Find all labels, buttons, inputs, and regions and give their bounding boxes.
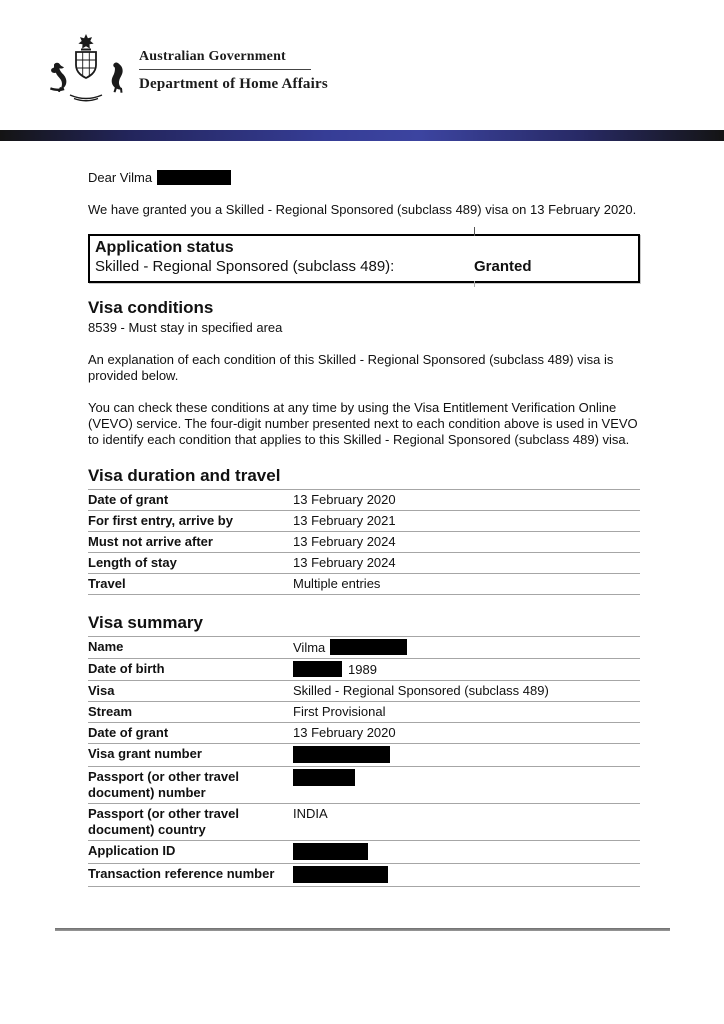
table-row [88,532,640,553]
redacted-text [293,866,388,883]
redacted-text [293,661,342,677]
row-label: Travel [88,576,126,591]
row-label: For first entry, arrive by [88,513,233,528]
value-text: 1989 [348,662,377,677]
row-value [293,661,640,678]
table-row [88,864,640,887]
redacted-text [293,769,355,786]
row-value [293,769,640,801]
table-row [88,744,640,767]
intro-paragraph: We have granted you a Skilled - Regional Sponsored (subclass 489) visa on 13 February 2020. [88,202,637,217]
table-row [88,490,640,511]
greeting-text: Dear Vilma [88,170,153,185]
row-value: 13 February 2024 [293,555,396,570]
row-label: Transaction reference number [88,866,275,881]
row-value: Skilled - Regional Sponsored (subclass 489) [293,683,549,698]
header-text-block [139,33,328,93]
visa-summary-heading: Visa summary [88,613,203,632]
row-label: Date of birth [88,661,165,676]
row-value: 13 February 2020 [293,492,396,507]
row-value [293,639,640,656]
value-text: Vilma [293,640,326,655]
redacted-text [330,639,407,655]
row-label: Must not arrive after [88,534,213,549]
row-value: 13 February 2024 [293,534,396,549]
row-label: Application ID [88,843,176,858]
redacted-text [293,746,390,763]
row-value: INDIA [293,806,328,821]
row-value [293,866,640,884]
table-row [88,511,640,532]
table-row [88,681,640,702]
visa-summary-table [88,636,640,887]
row-value [293,843,640,861]
table-row [88,702,640,723]
footer-divider [55,928,670,931]
row-value: 13 February 2020 [293,725,396,740]
letter-body [88,170,640,887]
table-row [88,841,640,864]
header-divider [139,69,311,70]
row-value: Multiple entries [293,576,381,591]
status-granted-value: Granted [474,258,532,275]
table-row [88,723,640,744]
government-title: Australian Government [139,49,286,64]
table-row [88,767,640,804]
application-status-row [90,258,638,281]
greeting [88,170,640,186]
australian-coat-of-arms-icon [40,33,132,105]
row-label: Visa grant number [88,746,202,761]
row-label: Name [88,639,124,654]
row-label: Date of grant [88,492,169,507]
row-label: Length of stay [88,555,177,570]
visa-condition-item: 8539 - Must stay in specified area [88,320,283,335]
department-title: Department of Home Affairs [139,76,328,92]
row-value: First Provisional [293,704,386,719]
table-grid-tick-top [474,227,475,236]
row-label: Visa [88,683,115,698]
table-row [88,804,640,841]
visa-conditions-heading: Visa conditions [88,298,214,317]
row-label: Date of grant [88,725,169,740]
row-label: Passport (or other travel document) number [88,769,239,800]
row-value: 13 February 2021 [293,513,396,528]
row-label: Passport (or other travel document) country [88,806,239,837]
visa-duration-heading: Visa duration and travel [88,466,281,485]
table-row [88,659,640,681]
redacted-text [293,843,368,860]
row-value [293,746,640,764]
status-visa-label: Skilled - Regional Sponsored (subclass 489): [95,258,395,275]
redacted-surname [157,170,231,185]
visa-duration-table [88,489,640,595]
table-row [88,574,640,595]
government-header [40,33,328,105]
application-status-title: Application status [95,239,234,256]
table-grid-tick-bottom [474,281,475,287]
table-row [88,553,640,574]
table-row [88,637,640,659]
row-label: Stream [88,704,133,719]
application-status-box [88,234,640,283]
conditions-paragraph-2: You can check these conditions at any time by using the Visa Entitlement Verification Online (VEVO) service. The four-digit number presented next to each condition above is used in VEVO to identify each condition that applies to this Skilled - Regional Sponsored (subclass 489) visa. [88,400,638,447]
decorative-gradient-band [0,130,724,141]
conditions-paragraph-1: An explanation of each condition of this Skilled - Regional Sponsored (subclass 489) visa is provided below. [88,352,614,383]
